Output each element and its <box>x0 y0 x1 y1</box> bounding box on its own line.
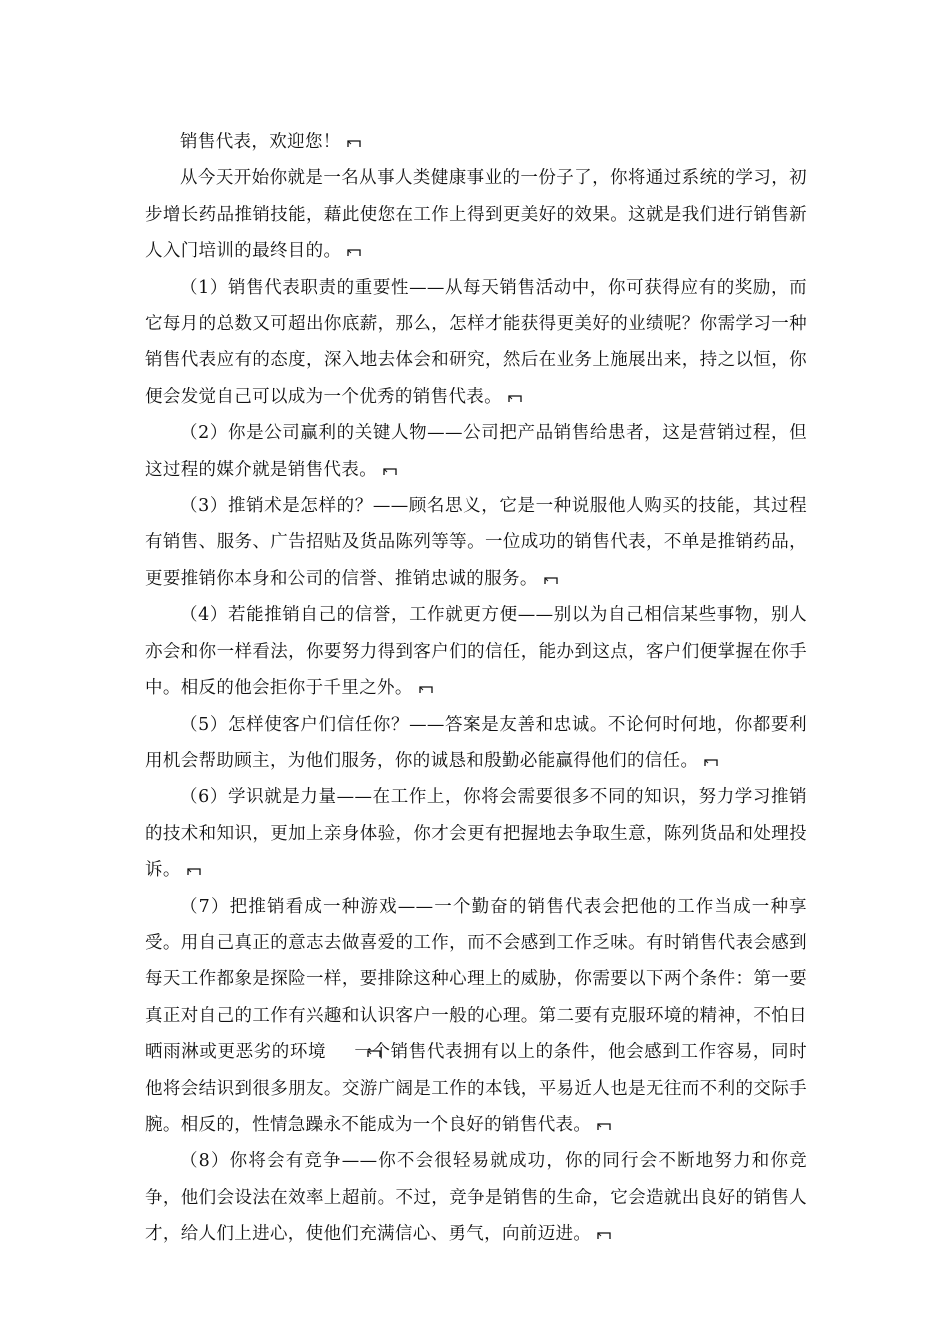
paragraph-point-6 <box>145 779 807 888</box>
paragraph-text: 销售代表，欢迎您！ <box>180 132 341 152</box>
paragraph-text: （6）学识就是力量——在工作上，你将会需要很多不同的知识，努力学习推销的技术和知识，更加上亲身体验，你才会更有把握地去争取生意，陈列货品和处理投诉。 <box>145 787 807 881</box>
paragraph-point-1 <box>145 270 807 416</box>
document-body <box>145 124 807 1253</box>
paragraph-point-8 <box>145 1143 807 1252</box>
paragraph-greeting <box>145 124 807 160</box>
paragraph-continuation: 一个销售代表拥有以上的条件，他会感到工作容易，同时他将会结识到很多朋友。交游广阔是工作的本钱，平易近人也是无往而不利的交际手腕。相反的，性情急躁永不能成为一个良好的销售代表。 <box>145 1042 808 1135</box>
paragraph-point-3 <box>145 488 807 597</box>
paragraph-point-2 <box>145 415 807 488</box>
paragraph-mark-icon <box>597 1231 611 1240</box>
paragraph-mark-icon <box>187 867 201 876</box>
paragraph-mark-icon <box>704 758 718 767</box>
paragraph-mark-icon <box>508 394 522 403</box>
paragraph-point-7 <box>145 889 807 1144</box>
paragraph-text: （2）你是公司赢利的关键人物——公司把产品销售给患者，这是营销过程，但这过程的媒介就是销售代表。 <box>145 423 807 480</box>
paragraph-intro <box>145 160 807 269</box>
paragraph-text: （5）怎样使客户们信任你？——答案是友善和忠诚。不论何时何地，你都要利用机会帮助顾主，为他们服务，你的诚恳和殷勤必能赢得他们的信任。 <box>145 714 807 771</box>
paragraph-point-5 <box>145 707 807 780</box>
paragraph-mark-icon <box>597 1122 611 1131</box>
paragraph-mark-icon <box>332 1035 346 1044</box>
paragraph-text: （1）销售代表职责的重要性——从每天销售活动中，你可获得应有的奖励，而它每月的总数又可超出你底薪，那么，怎样才能获得更美好的业绩呢？你需学习一种销售代表应有的态度，深入地去体会和研究，然后在业务上施展出来，持之以恒，你便会发觉自己可以成为一个优秀的销售代表。 <box>145 277 807 407</box>
paragraph-text: （7）把推销看成一种游戏——一个勤奋的销售代表会把他的工作当成一种享受。用自己真正的意志去做喜爱的工作，而不会感到工作乏味。有时销售代表会感到每天工作都象是探险一样，要排除这种心理上的威胁，你需要以下两个条件：第一要真正对自己的工作有兴趣和认识客户一般的心理。第二要有克服环境的精神，不怕日晒雨淋或更恶劣的环境 <box>145 896 807 1063</box>
paragraph-mark-icon <box>544 576 558 585</box>
paragraph-text: （3）推销术是怎样的？——顾名思义，它是一种说服他人购买的技能，其过程有销售、服务、广告招贴及货品陈列等等。一位成功的销售代表，不单是推销药品，更要推销你本身和公司的信誉、推销忠诚的服务。 <box>145 496 807 589</box>
paragraph-mark-icon <box>383 467 397 476</box>
paragraph-text: （8）你将会有竞争——你不会很轻易就成功，你的同行会不断地努力和你竞争，他们会设法在效率上超前。不过，竞争是销售的生命，它会造就出良好的销售人才，给人们上进心，使他们充满信心、勇气，向前迈进。 <box>145 1151 807 1245</box>
paragraph-mark-icon <box>347 248 361 257</box>
paragraph-mark-icon <box>419 685 433 694</box>
paragraph-text: （4）若能推销自己的信誉，工作就更方便——别以为自己相信某些事物，别人亦会和你一样看法，你要努力得到客户们的信任，能办到这点，客户们便掌握在你手中。相反的他会拒你于千里之外。 <box>145 605 807 699</box>
paragraph-text: 从今天开始你就是一名从事人类健康事业的一份子了，你将通过系统的学习，初步增长药品推销技能，藉此使您在工作上得到更美好的效果。这就是我们进行销售新人入门培训的最终目的。 <box>145 168 807 262</box>
paragraph-mark-icon <box>347 139 361 148</box>
paragraph-point-4 <box>145 597 807 706</box>
